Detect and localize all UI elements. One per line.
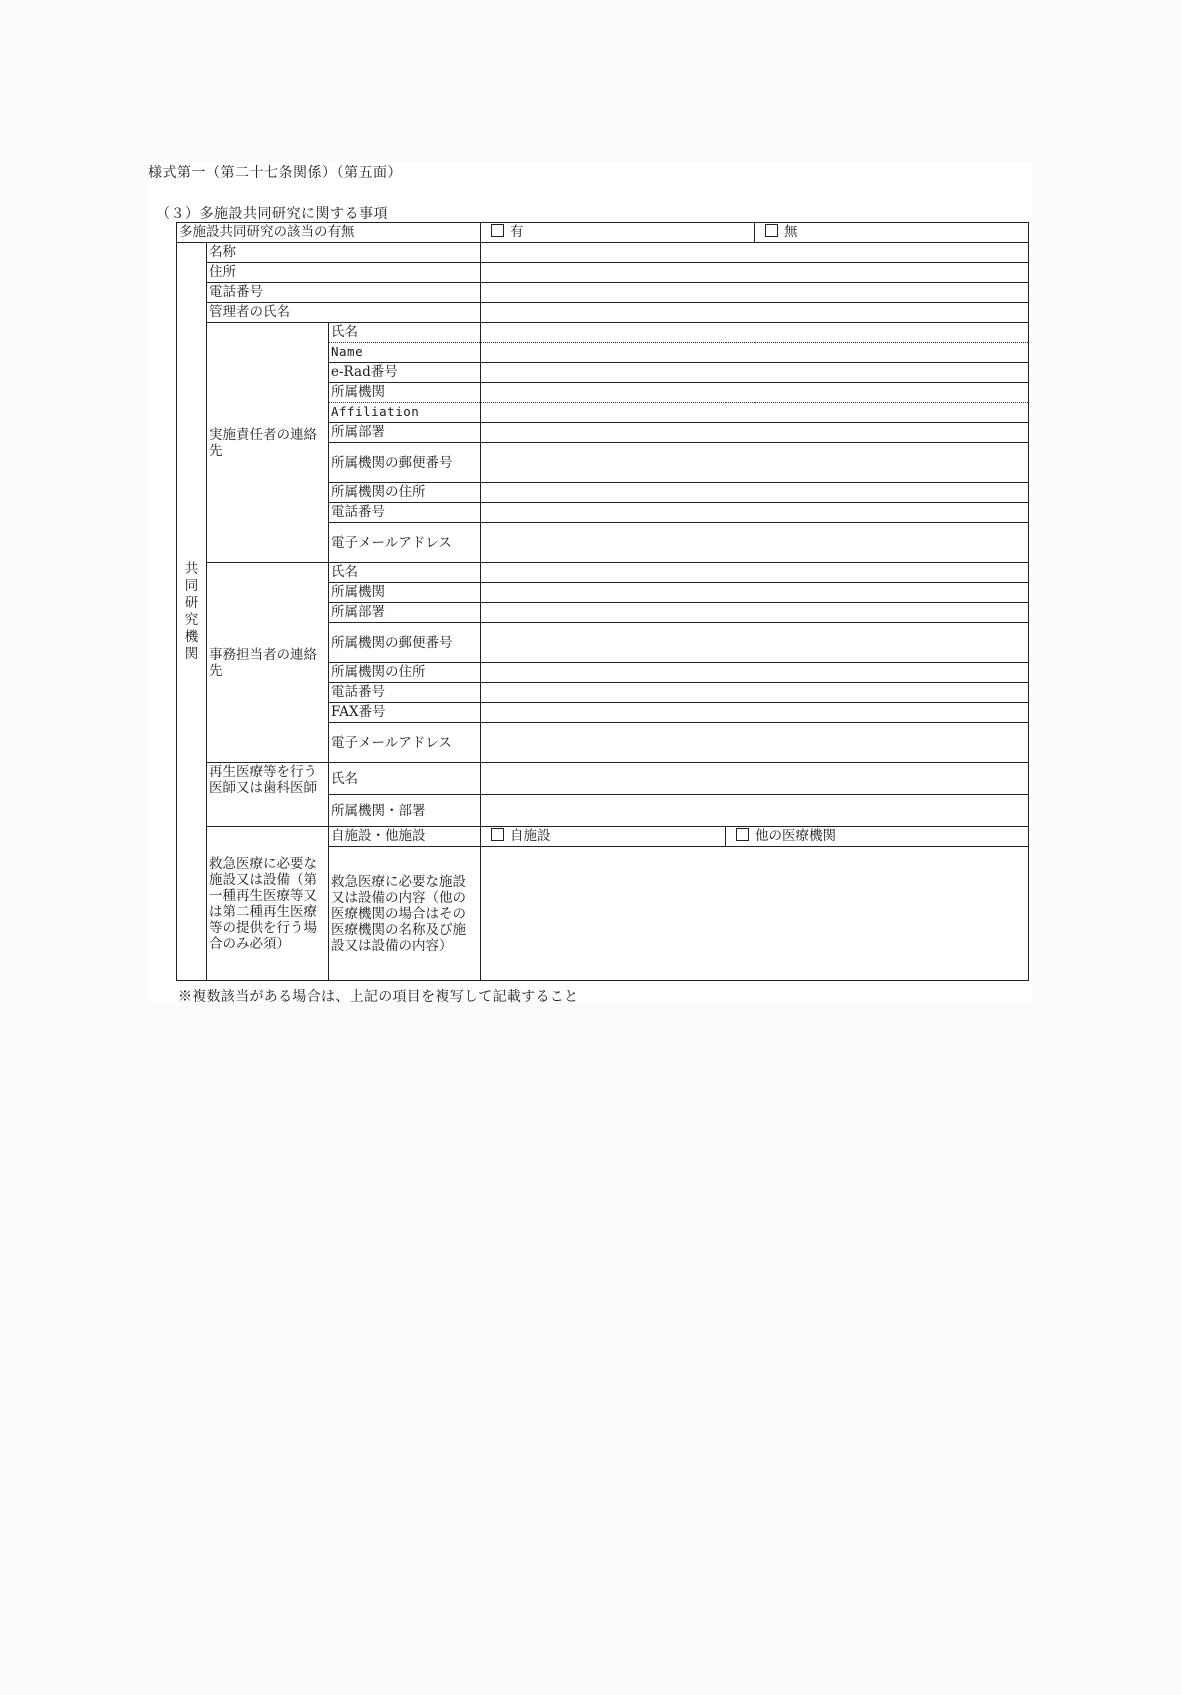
section-title: （３）多施設共同研究に関する事項 [156, 206, 388, 222]
option-yes-cell[interactable] [481, 223, 755, 243]
office-affiliation-label: 所属機関 [329, 583, 481, 603]
institution-name-field[interactable] [481, 243, 1029, 263]
institution-address-field[interactable] [481, 263, 1029, 283]
office-department-field[interactable] [481, 603, 1029, 623]
applicability-row [177, 223, 1029, 243]
manager-name-field[interactable] [481, 303, 1029, 323]
resp-erad-field[interactable] [481, 363, 1029, 383]
resp-org-address-field[interactable] [481, 483, 1029, 503]
resp-department-field[interactable] [481, 423, 1029, 443]
option-no-label: 無 [784, 224, 798, 240]
office-affiliation-field[interactable] [481, 583, 1029, 603]
office-org-address-field[interactable] [481, 663, 1029, 683]
resp-email-field[interactable] [481, 523, 1029, 563]
resp-name-label: 氏名 [329, 323, 481, 343]
footnote: ※複数該当がある場合は、上記の項目を複写して記載すること [178, 989, 579, 1005]
resp-affiliation-en-label: Affiliation [329, 403, 481, 423]
office-postal-label: 所属機関の郵便番号 [329, 623, 481, 663]
physician-affiliation-field[interactable] [481, 795, 1029, 827]
office-department-label: 所属部署 [329, 603, 481, 623]
checkbox-yes[interactable] [491, 224, 504, 237]
option-yes-label: 有 [510, 224, 524, 240]
office-postal-field[interactable] [481, 623, 1029, 663]
office-fax-label: FAX番号 [329, 703, 481, 723]
resp-org-address-label: 所属機関の住所 [329, 483, 481, 503]
checkbox-other-facility[interactable] [736, 828, 749, 841]
resp-department-label: 所属部署 [329, 423, 481, 443]
office-name-label: 氏名 [329, 563, 481, 583]
office-phone-field[interactable] [481, 683, 1029, 703]
resp-affiliation-en-field[interactable] [481, 403, 1029, 423]
office-name-field[interactable] [481, 563, 1029, 583]
responsible-label: 実施責任者の連絡先 [207, 323, 329, 563]
resp-name-en-field[interactable] [481, 343, 1029, 363]
resp-email-label: 電子メールアドレス [329, 523, 481, 563]
option-other-cell[interactable] [726, 827, 1029, 847]
option-no-cell[interactable] [755, 223, 1029, 243]
institution-phone-label: 電話番号 [207, 283, 481, 303]
group-label-cell [177, 243, 207, 981]
emergency-content-field[interactable] [481, 847, 1029, 981]
office-email-label: 電子メールアドレス [329, 723, 481, 763]
emergency-content-label: 救急医療に必要な施設又は設備の内容（他の医療機関の場合はその医療機関の名称及び施設又は設備の内容） [329, 847, 481, 981]
resp-erad-label: e-Rad番号 [329, 363, 481, 383]
office-org-address-label: 所属機関の住所 [329, 663, 481, 683]
office-fax-field[interactable] [481, 703, 1029, 723]
facility-type-label: 自施設・他施設 [329, 827, 481, 847]
resp-name-field[interactable] [481, 323, 1029, 343]
physician-name-field[interactable] [481, 763, 1029, 795]
office-phone-label: 電話番号 [329, 683, 481, 703]
resp-affiliation-label: 所属機関 [329, 383, 481, 403]
option-own-label: 自施設 [510, 828, 551, 844]
applicability-label: 多施設共同研究の該当の有無 [177, 223, 481, 243]
checkbox-own-facility[interactable] [491, 828, 504, 841]
office-label: 事務担当者の連絡先 [207, 563, 329, 763]
resp-postal-field[interactable] [481, 443, 1029, 483]
resp-affiliation-field[interactable] [481, 383, 1029, 403]
manager-name-label: 管理者の氏名 [207, 303, 481, 323]
joint-research-table [176, 222, 1029, 981]
emergency-label: 救急医療に必要な施設又は設備（第一種再生医療等又は第二種再生医療等の提供を行う場合のみ必須） [207, 827, 329, 981]
physician-name-label: 氏名 [329, 763, 481, 795]
resp-postal-label: 所属機関の郵便番号 [329, 443, 481, 483]
physician-affiliation-label: 所属機関・部署 [329, 795, 481, 827]
institution-name-label: 名称 [207, 243, 481, 263]
office-email-field[interactable] [481, 723, 1029, 763]
resp-name-en-label: Name [329, 343, 481, 363]
institution-address-label: 住所 [207, 263, 481, 283]
institution-phone-field[interactable] [481, 283, 1029, 303]
form-title: 様式第一（第二十七条関係）（第五面） [148, 165, 402, 181]
physician-label: 再生医療等を行う医師又は歯科医師 [207, 763, 329, 827]
group-label: 共同研究機関 [184, 560, 199, 662]
checkbox-no[interactable] [765, 224, 778, 237]
resp-phone-label: 電話番号 [329, 503, 481, 523]
resp-phone-field[interactable] [481, 503, 1029, 523]
option-other-label: 他の医療機関 [755, 828, 837, 844]
option-own-cell[interactable] [481, 827, 726, 847]
